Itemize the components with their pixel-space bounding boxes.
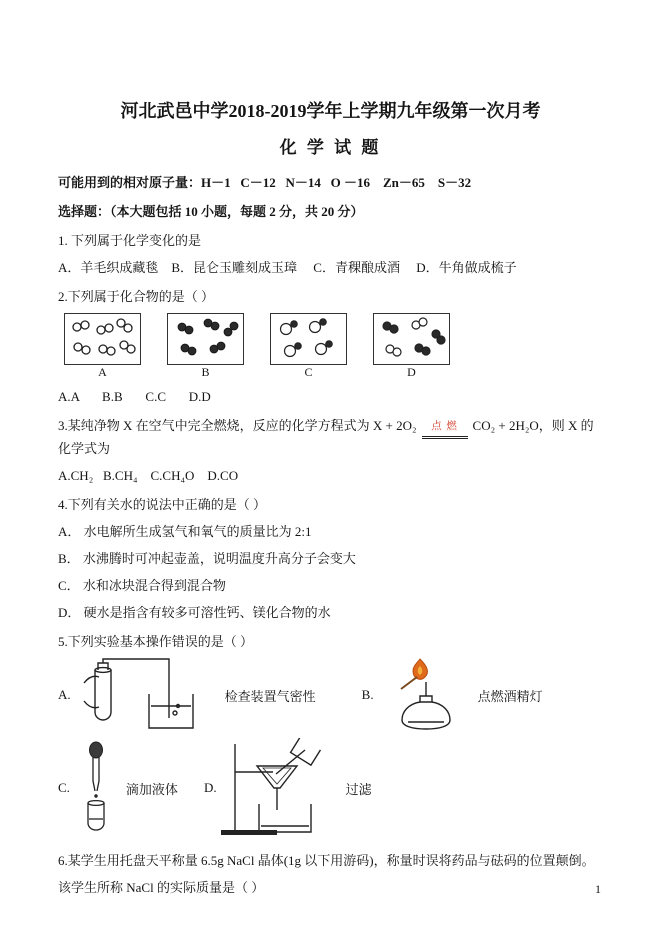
diagram-label-b: B [201,365,210,379]
ignite-condition-text: 点 燃 [431,421,458,432]
q4-option-a: A． 水电解所生成氢气和氧气的质量比为 2:1 [58,524,312,539]
q2-answers: A.A B.B C.C D.D [58,389,211,404]
molecules-element-filled-icon [168,314,241,362]
molecules-mixture-icon [374,314,447,362]
q1-options: A．羊毛织成藏毯 B．昆仑玉雕刻成玉璋 C．青稞酿成酒 D．牛角做成梳子 [58,260,517,275]
section-header: 选择题：（本大题包括 10 小题，每题 2 分，共 20 分） [58,204,364,219]
q5-row-2 [58,738,603,838]
alcohol-lamp-lighting-icon [374,656,474,734]
molecule-diagram-b [167,313,244,380]
molecule-diagram-a [64,313,141,380]
q4-option-c: C． 水和冰块混合得到混合物 [58,578,226,593]
molecules-element-hollow-icon [65,314,138,362]
exam-title: 河北武邑中学2018-2019学年上学期九年级第一次月考 [120,101,541,121]
q4-option-b: B． 水沸腾时可冲起壶盖，说明温度升高分子会变大 [58,551,356,566]
q1-stem: 1. 下列属于化学变化的是 [58,233,202,248]
q5-caption-c: 滴加液体 [125,781,178,797]
q3-options: A.CH₂ B.CH₄ C.CH₄O D.CO [58,468,239,483]
q3-stem-before: 3.某纯净物 X 在空气中完全燃烧，反应的化学方程式为 X + 2O₂ [58,418,417,433]
gas-tightness-check-icon [71,656,221,734]
molecule-diagram-c [270,313,347,380]
molecules-compound-icon [271,314,344,362]
molecule-box-c-border [270,313,347,365]
q5-label-b: B. [361,687,374,702]
exam-subtitle: 化 学 试 题 [279,138,382,157]
q2-diagram-row [64,313,603,380]
q5-caption-a: 检查装置气密性 [224,688,316,704]
atomic-masses-line: 可能用到的相对原子量：H－1 C－12 N－14 O －16 Zn－65 S－32 [58,175,472,190]
ignite-condition-arrow [422,416,468,439]
q2-stem: 2.下列属于化合物的是（ ） [58,289,215,304]
q5-label-d: D. [203,780,217,795]
diagram-label-c: C [304,365,313,379]
molecule-box-d-border [373,313,450,365]
q5-row-1 [58,656,603,734]
q4-stem: 4.下列有关水的说法中正确的是（ ） [58,497,267,512]
q5-label-c: C. [58,780,70,795]
molecule-box-a-border [64,313,141,365]
q5-label-a: A. [58,687,71,702]
dropper-adding-liquid-icon [70,741,122,835]
molecule-diagram-d [373,313,450,380]
diagram-label-a: A [98,365,107,379]
page-number: 1 [595,882,601,896]
q5-caption-b: 点燃酒精灯 [477,688,543,704]
q6-stem: 6.某学生用托盘天平称量 6.5g NaCl 晶体(1g 以下用游码)，称量时误将药品与砝码的位置颠倒。该学生所称 NaCl 的实际质量是（ ） [58,853,595,895]
diagram-label-d: D [407,365,416,379]
molecule-box-b-border [167,313,244,365]
q5-stem: 5.下列实验基本操作错误的是（ ） [58,634,254,649]
filtration-apparatus-icon [217,738,342,838]
q4-option-d: D． 硬水是指含有较多可溶性钙、镁化合物的水 [58,605,331,620]
q3-stem-after: CO₂ + 2H₂O，则 X 的化学式为 [58,418,594,456]
q5-caption-d: 过滤 [345,781,372,797]
q3-stem [58,416,603,459]
